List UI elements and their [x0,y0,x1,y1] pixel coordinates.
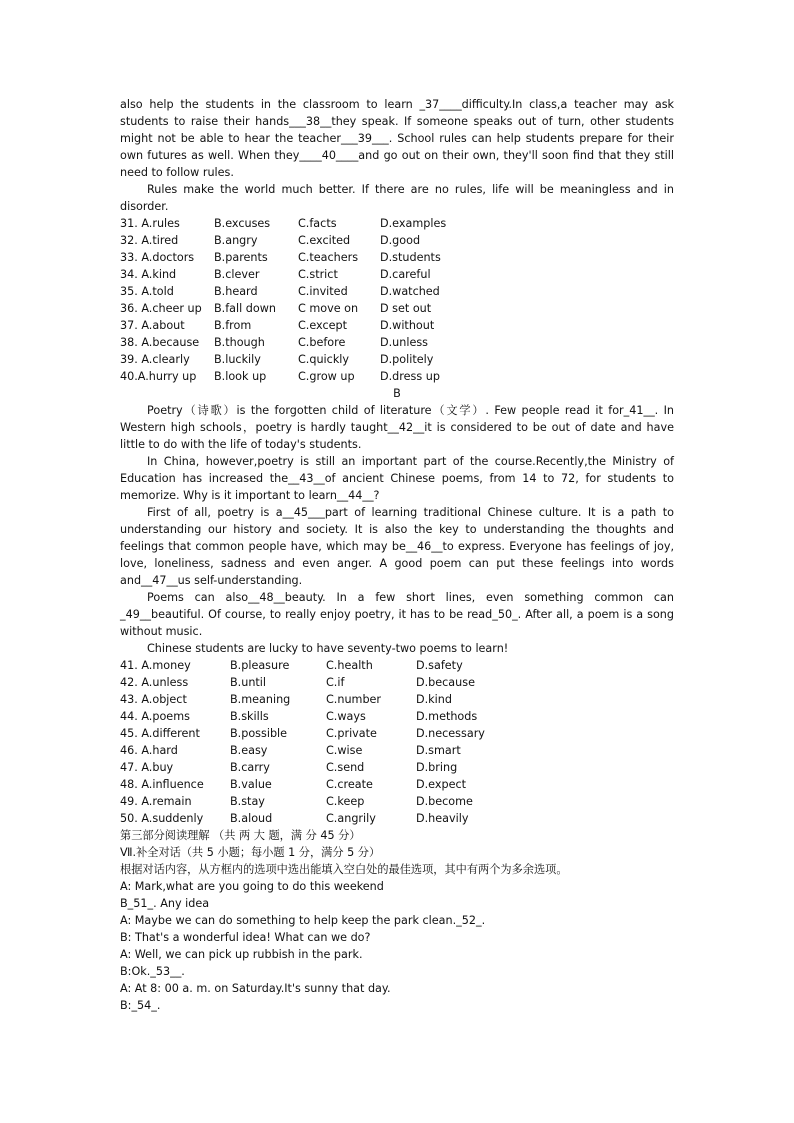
dialogue-line: A: Well, we can pick up rubbish in the park. [120,948,363,961]
option: 33. A.doctors [120,251,195,264]
option: C.before [298,336,346,349]
option: B.stay [230,795,265,808]
option: D set out [380,302,432,315]
option: C.ways [326,710,366,723]
question-options [120,674,674,691]
dialogue [120,878,674,1014]
dialogue-line: A: Mark,what are you going to do this weekend [120,880,384,893]
option: D.become [416,795,473,808]
option: C.private [326,727,377,740]
option: C.facts [298,217,337,230]
option: D.safety [416,659,463,672]
option: 37. A.about [120,319,185,332]
option: C.wise [326,744,363,757]
option: 46. A.hard [120,744,178,757]
option: 40.A.hurry up [120,370,197,383]
part3-heading: 第三部分阅读理解 （共 两 大 题，满 分 45 分） [120,829,361,842]
option: B.though [214,336,265,349]
question-options [120,708,674,725]
option: C move on [298,302,359,315]
option: 35. A.told [120,285,174,298]
question-options [120,300,674,317]
option: C.create [326,778,373,791]
question-options [120,266,674,283]
option: 38. A.because [120,336,200,349]
option: B.angry [214,234,258,247]
question-options [120,232,674,249]
option: D.necessary [416,727,485,740]
options-list-b [120,657,674,827]
option: B.heard [214,285,258,298]
dialogue-line: B:Ok._53__. [120,965,185,978]
section7-heading: Ⅶ.补全对话（共 5 小题；每小题 1 分，满分 5 分） [120,846,381,859]
question-options [120,657,674,674]
options-list-a [120,215,674,385]
passage-b-paragraph: Poems can also__48__beauty. In a few short lines, even something common can _49__beautiful. Of course, to really enjoy poetry, it has to be read_50_. After all, a poem is a song without music. [120,591,674,638]
question-options [120,793,674,810]
instructions: 根据对话内容，从方框内的选项中选出能填入空白处的最佳选项，其中有两个为多余选项。 [120,863,568,876]
passage-a-paragraph: Rules make the world much better. If there are no rules, life will be meaningless and in disorder. [120,183,674,213]
question-options [120,368,674,385]
exam-page [120,96,674,1014]
option: 36. A.cheer up [120,302,202,315]
option: D.watched [380,285,440,298]
option: 34. A.kind [120,268,177,281]
dialogue-line: B_51_. Any idea [120,897,210,910]
option: B.excuses [214,217,271,230]
option: C.strict [298,268,338,281]
option: B.meaning [230,693,291,706]
passage-b-paragraph: Chinese students are lucky to have seventy-two poems to learn! [147,642,509,655]
option: C.send [326,761,365,774]
question-options [120,249,674,266]
option: 32. A.tired [120,234,179,247]
option: B.fall down [214,302,276,315]
question-options [120,759,674,776]
option: D.methods [416,710,478,723]
option: C.if [326,676,345,689]
dialogue-line: B:_54_. [120,999,161,1012]
dialogue-line: A: At 8: 00 a. m. on Saturday.It's sunny that day. [120,982,391,995]
option: D.students [380,251,441,264]
option: D.dress up [380,370,440,383]
option: 48. A.influence [120,778,204,791]
question-options [120,283,674,300]
option: D.unless [380,336,429,349]
option: D.politely [380,353,434,366]
option: B.pleasure [230,659,290,672]
option: 43. A.object [120,693,187,706]
option: C.excited [298,234,351,247]
option: B.easy [230,744,268,757]
question-options [120,351,674,368]
passage-b-paragraph: First of all, poetry is a__45___part of learning traditional Chinese culture. It is a path to understanding our history and society. It is also the key to understanding the thoughts and feelings that common people have, which may be__46__to express. Everyone has feelings of joy, love, loneliness, sadness and even anger. A good poem can put these feelings into words and__47__us self-understanding. [120,506,674,587]
dialogue-line: A: Maybe we can do something to help keep the park clean._52_. [120,914,486,927]
option: 47. A.buy [120,761,174,774]
option: 50. A.suddenly [120,812,204,825]
question-options [120,742,674,759]
option: C.except [298,319,347,332]
option: C.teachers [298,251,359,264]
passage-b-paragraph: Poetry（诗歌）is the forgotten child of literature（文学）. Few people read it for_41__. In Western high schools，poetry is hardly taught__42__it is considered to be out of date and have little to do with the life of today's students. [120,404,674,451]
option: B.value [230,778,272,791]
dialogue-line: B: That's a wonderful idea! What can we do? [120,931,371,944]
option: B.carry [230,761,270,774]
option: C.quickly [298,353,350,366]
option: B.clever [214,268,260,281]
option: D.without [380,319,435,332]
question-options [120,317,674,334]
option: D.heavily [416,812,469,825]
option: B.until [230,676,267,689]
question-options [120,334,674,351]
option: 39. A.clearly [120,353,190,366]
option: B.skills [230,710,269,723]
section-b-label: B [393,387,401,400]
passage-b-paragraph: In China, however,poetry is still an important part of the course.Recently,the Ministry of Education has increased the__43__of ancient Chinese poems, from 14 to 72, for students to memorize. Why is it important to learn__44__? [120,455,674,502]
option: 31. A.rules [120,217,180,230]
option: D.examples [380,217,447,230]
option: D.bring [416,761,458,774]
option: 41. A.money [120,659,191,672]
question-options [120,776,674,793]
option: C.angrily [326,812,376,825]
option: D.kind [416,693,452,706]
question-options [120,215,674,232]
option: B.from [214,319,252,332]
option: B.look up [214,370,267,383]
option: D.careful [380,268,431,281]
option: C.keep [326,795,365,808]
question-options [120,725,674,742]
option: C.grow up [298,370,355,383]
option: D.expect [416,778,466,791]
option: C.invited [298,285,348,298]
option: 49. A.remain [120,795,192,808]
option: B.aloud [230,812,273,825]
question-options [120,810,674,827]
option: B.possible [230,727,288,740]
option: B.parents [214,251,268,264]
option: D.good [380,234,421,247]
option: D.smart [416,744,461,757]
passage-a-paragraph: also help the students in the classroom to learn _37____difficulty.In class,a teacher may ask students to raise their hands___38__they speak. If someone speaks out of turn, other students might not be able to hear the teacher___39___. School rules can help students prepare for their own futures as well. When they____40____and go out on their own, they'll soon find that they still need to follow rules. [120,98,674,179]
option: 45. A.different [120,727,200,740]
option: 42. A.unless [120,676,189,689]
option: C.number [326,693,382,706]
option: C.health [326,659,373,672]
option: D.because [416,676,475,689]
option: B.luckily [214,353,261,366]
option: 44. A.poems [120,710,190,723]
question-options [120,691,674,708]
